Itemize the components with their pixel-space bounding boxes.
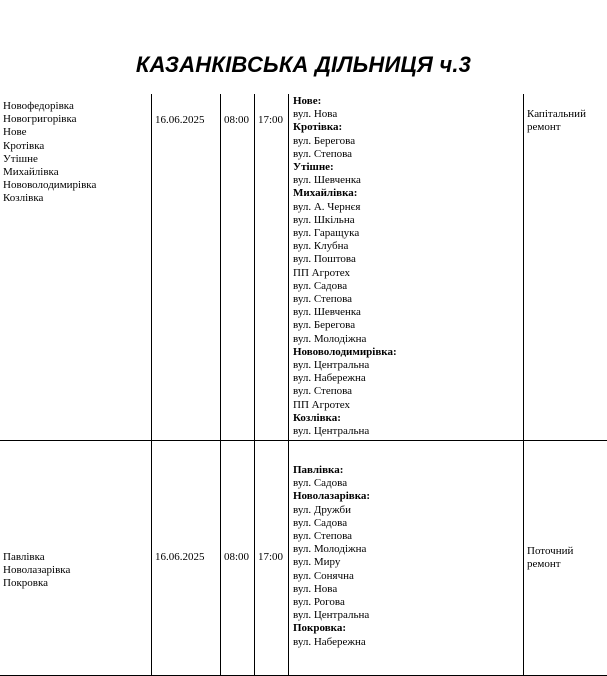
row-1-settlements [3, 100, 96, 206]
street-item: вул. Поштова [293, 253, 356, 266]
street-item: вул. Степова [293, 147, 353, 160]
street-item: вул. Клубна [293, 240, 349, 253]
row-2-time-to: 17:00 [258, 551, 284, 563]
row-divider [0, 440, 607, 441]
street-item: вул. Центральна [293, 609, 370, 622]
settlement-heading: Павлівка: [293, 464, 344, 476]
street-item: ПП Агротех [293, 398, 350, 411]
row-1-date: 16.06.2025 [155, 114, 205, 126]
col-divider [523, 94, 524, 676]
street-item: вул. Гаращука [293, 227, 360, 240]
street-item: вул. Степова [293, 293, 353, 306]
street-item: вул. Берегова [293, 319, 356, 332]
street-item: вул. Берегова [293, 134, 356, 147]
street-item: вул. Шевченка [293, 174, 361, 187]
settlement-name: Кротівка [3, 139, 45, 152]
street-item: вул. Сонячна [293, 569, 354, 582]
row-1-time-to: 17:00 [258, 114, 284, 126]
work-type-line: ремонт [527, 558, 561, 571]
street-item: вул. Садова [293, 477, 348, 490]
settlement-name: Нове [3, 126, 27, 139]
street-item: вул. Центральна [293, 359, 370, 372]
street-item: вул. Нова [293, 582, 338, 595]
street-item: ПП Агротех [293, 266, 350, 279]
settlement-heading: Козлівка: [293, 411, 341, 424]
settlement-name: Павлівка [3, 551, 45, 563]
street-item: вул. Рогова [293, 596, 345, 609]
street-item: вул. А. Чернєя [293, 200, 361, 213]
work-type-line: Капітальний [527, 108, 586, 120]
col-divider [254, 94, 255, 676]
street-item: вул. Набережна [293, 372, 366, 385]
street-item: вул. Шевченка [293, 306, 361, 319]
settlement-name: Нововолодимирівка [3, 179, 97, 192]
settlement-heading: Михайлівка: [293, 187, 358, 200]
street-item: вул. Нова [293, 108, 338, 121]
street-item: вул. Степова [293, 530, 353, 543]
settlement-name: Утішне [3, 152, 38, 165]
settlement-heading: Утішне: [293, 161, 334, 174]
street-item: вул. Молодіжна [293, 332, 367, 345]
col-divider [288, 94, 289, 676]
row-2-streets [293, 464, 370, 649]
row-1-streets [293, 95, 397, 438]
street-item: вул. Набережна [293, 635, 366, 648]
settlement-name: Новофедорівка [3, 100, 74, 112]
row-2-settlements [3, 551, 70, 591]
street-item: вул. Шкільна [293, 213, 355, 226]
row-1-time-from: 08:00 [224, 114, 250, 126]
row-1-work-type [527, 108, 586, 134]
settlement-name: Новолазарівка [3, 564, 71, 577]
settlement-name: Новогригорівка [3, 113, 77, 126]
row-2-date: 16.06.2025 [155, 551, 205, 563]
settlement-heading: Кротівка: [293, 121, 343, 134]
settlement-heading: Нововолодимирівка: [293, 345, 397, 358]
street-item: вул. Садова [293, 279, 348, 292]
settlement-heading: Нове: [293, 95, 322, 107]
street-item: вул. Степова [293, 385, 353, 398]
street-item: вул. Садова [293, 516, 348, 529]
settlement-heading: Покровка: [293, 622, 347, 635]
col-divider [220, 94, 221, 676]
street-item: вул. Миру [293, 556, 341, 569]
street-item: вул. Молодіжна [293, 543, 367, 556]
settlement-name: Козлівка [3, 192, 44, 205]
street-item: вул. Дружби [293, 503, 351, 516]
settlement-heading: Новолазарівка: [293, 490, 371, 503]
page-title: КАЗАНКІВСЬКА ДІЛЬНИЦЯ ч.3 [135, 52, 472, 77]
work-type-line: ремонт [527, 121, 561, 134]
row-2-work-type [527, 545, 573, 571]
settlement-name: Михайлівка [3, 166, 59, 179]
street-item: вул. Центральна [293, 425, 370, 438]
settlement-name: Покровка [3, 577, 49, 590]
col-divider [151, 94, 152, 676]
work-type-line: Поточний [527, 545, 574, 557]
row-2-time-from: 08:00 [224, 551, 250, 563]
